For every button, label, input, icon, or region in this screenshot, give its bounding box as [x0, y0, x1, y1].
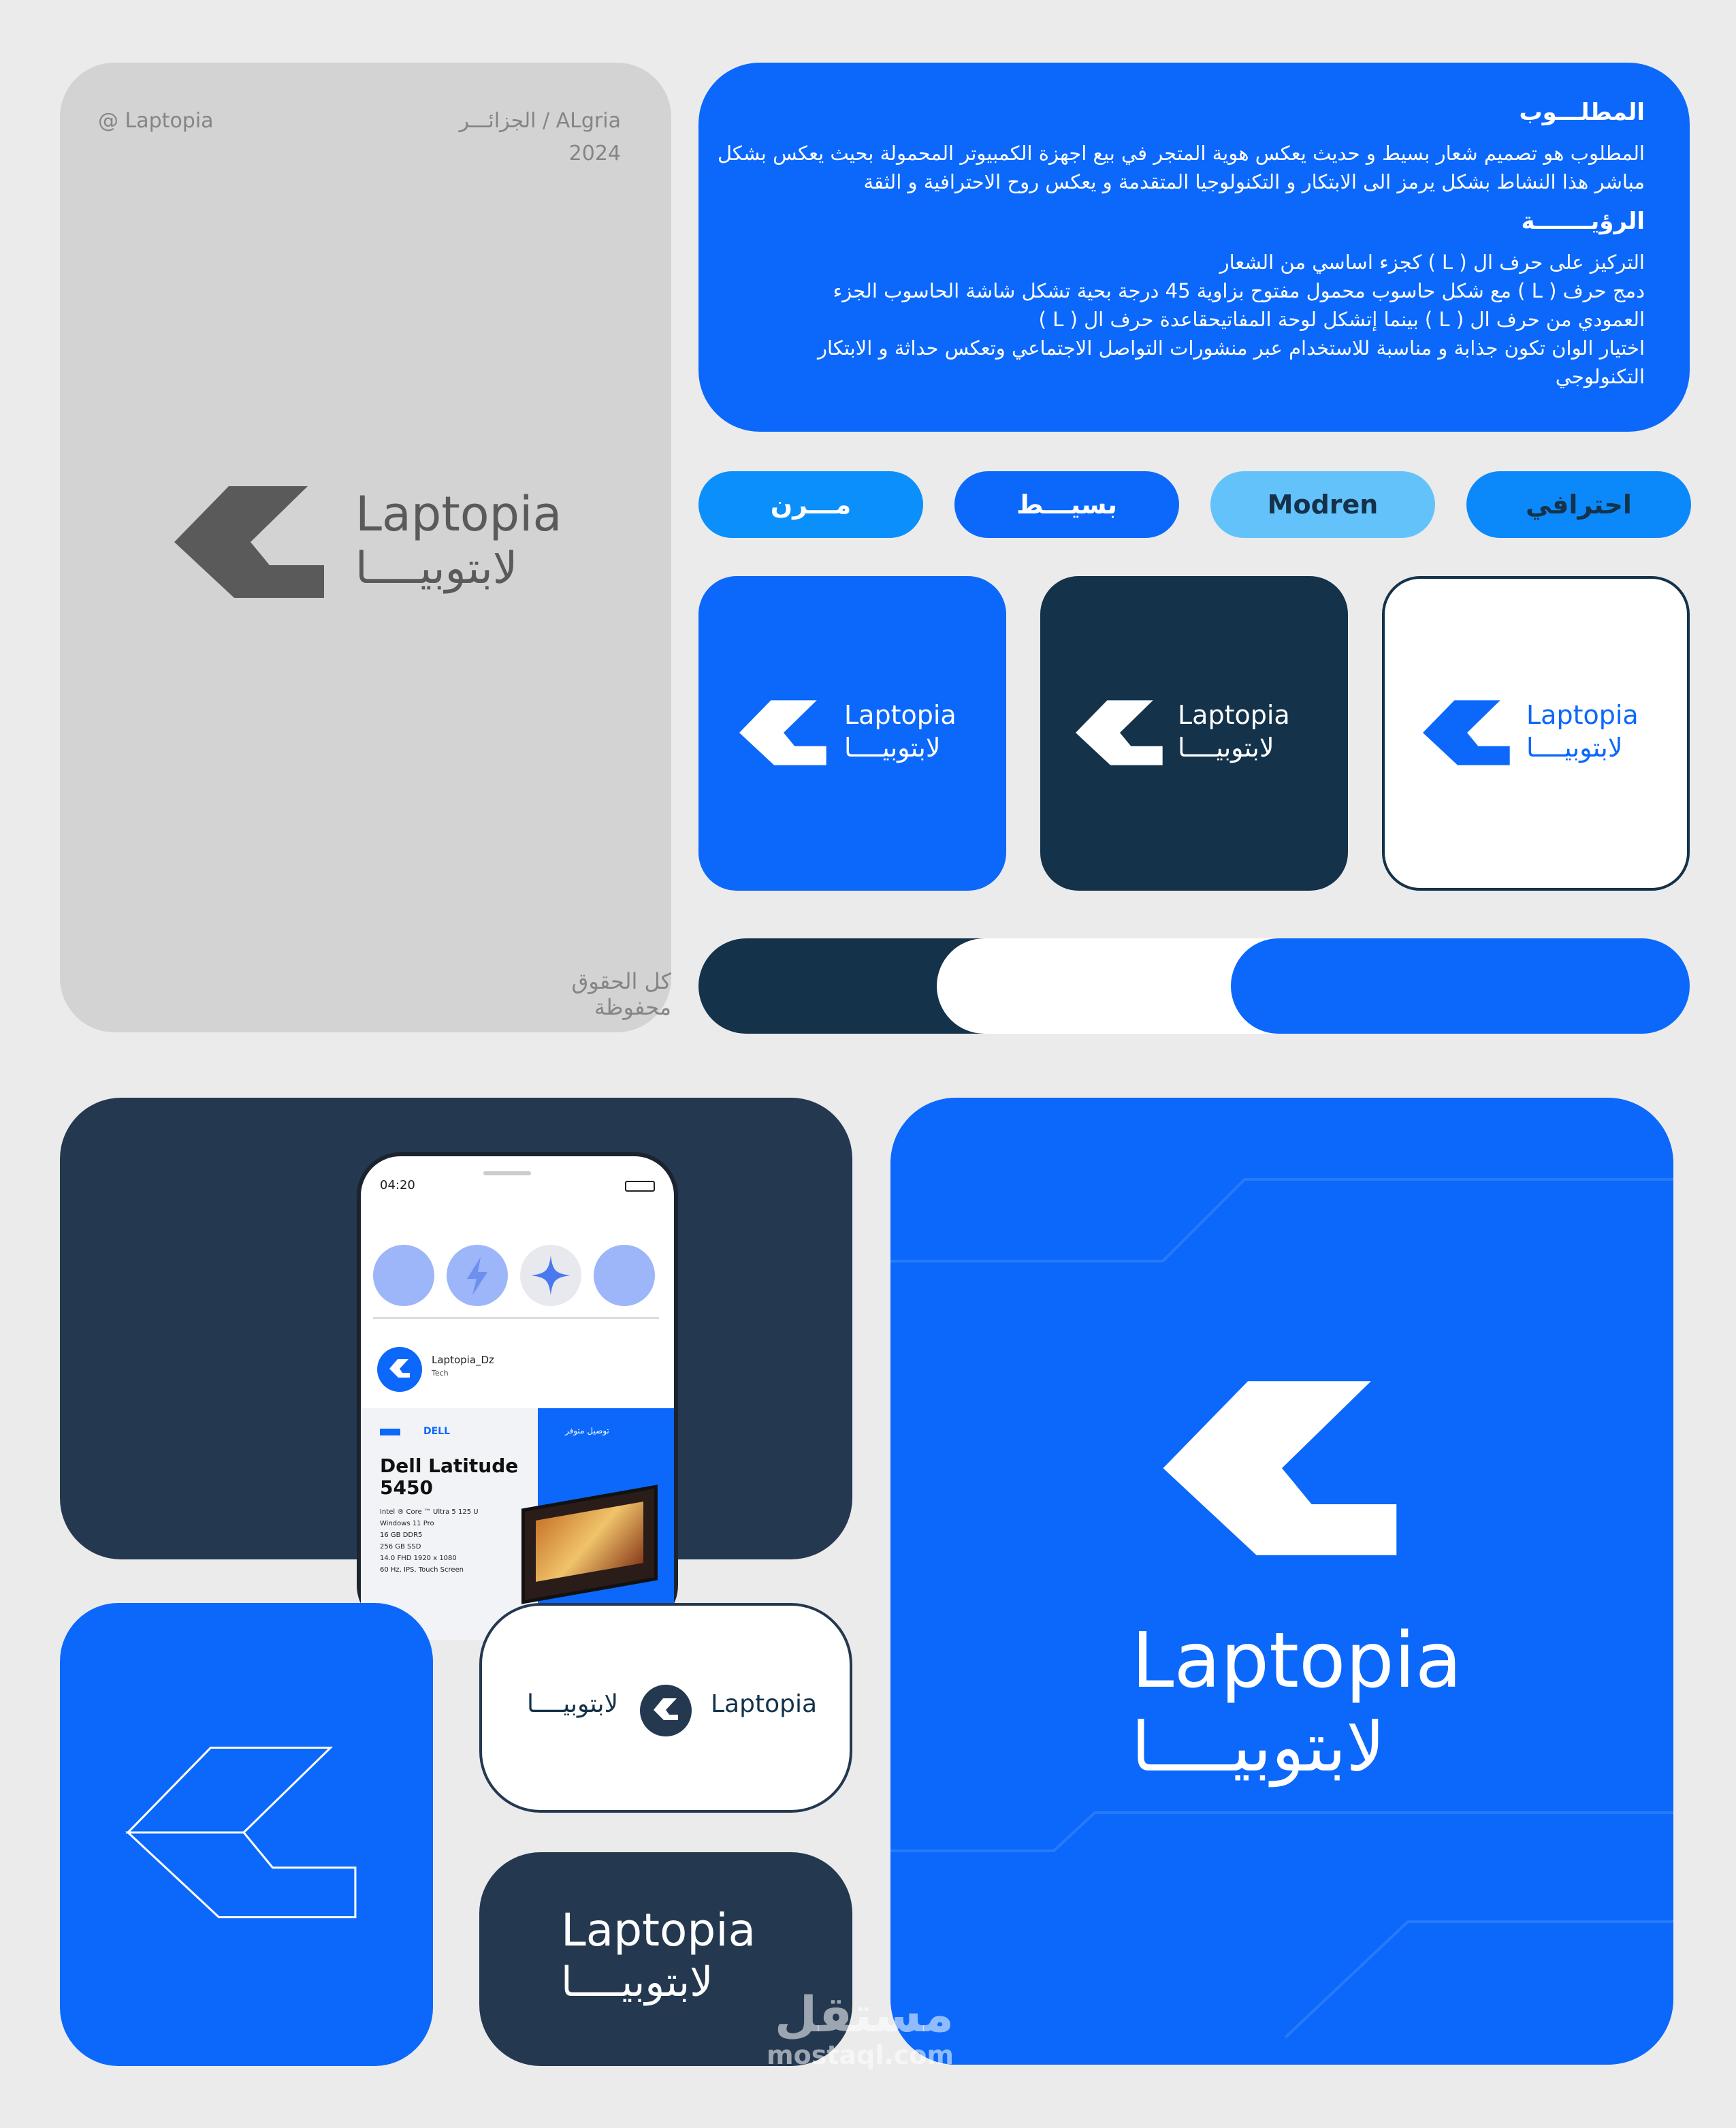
logo-mark-icon	[1076, 699, 1164, 767]
wordmark-ar: لابتوبيــــا	[561, 1958, 713, 2006]
story-avatar[interactable]	[594, 1245, 655, 1306]
account-subtitle: Tech	[432, 1369, 449, 1378]
post-badge: توصيل متوفر	[565, 1426, 609, 1435]
spec-line: 256 GB SSD	[380, 1543, 421, 1551]
brand-handle: @ Laptopia	[98, 109, 214, 133]
logo-mark-icon	[174, 483, 327, 601]
wordmark-en: Laptopia	[561, 1904, 756, 1956]
logo-mark-icon	[1163, 1377, 1401, 1559]
brief-card	[698, 63, 1690, 432]
vision-text-5: التكنولوجي	[1555, 365, 1645, 388]
vision-text-2: دمج حرف ( L ) مع شكل حاسوب محمول مفتوح بزاوية 45 درجة بحية تشكل شاشة الحاسوب الجزء	[833, 279, 1645, 302]
brand-name-ar: لابتوبيــــا	[355, 543, 518, 594]
horizontal-name-en: Laptopia	[711, 1690, 818, 1718]
phone-mockup	[357, 1152, 678, 1629]
vision-text-4: اختيار الوان تكون جذابة و مناسبة للاستخدام عبر منشورات التواصل الاجتماعي وتعكس حداثة و الابتكار	[818, 336, 1645, 360]
watermark	[767, 1988, 954, 2070]
spec-line: Windows 11 Pro	[380, 1520, 434, 1527]
background-pattern	[890, 1098, 1673, 2065]
logo-tile-white	[1382, 576, 1690, 891]
hero-name-ar: لابتوبيــــا	[1131, 1707, 1385, 1787]
social-mockup-card	[60, 1098, 852, 1574]
spec-line: Intel ® Core ™ Ultra 5 125 U	[380, 1508, 479, 1516]
bolt-icon	[447, 1245, 508, 1306]
brand-year: 2024	[568, 142, 621, 165]
value-pill-professional: احترافي	[1466, 471, 1691, 538]
brand-location: ALgria / الجزائـــر	[459, 109, 621, 133]
required-text-2: مباشر هذا النشاط بشكل يرمز الى الابتكار و التكنولوجيا المتقدمة و يعكس روح الاحترافية و الثقة	[863, 170, 1645, 193]
watermark-ar: مستقل	[774, 1986, 954, 2043]
tile-name-en: Laptopia	[844, 700, 957, 730]
tile-name-ar: لابتوبيــــا	[1178, 733, 1274, 763]
value-pill-simple: بسيـــط	[954, 471, 1179, 538]
vision-text-3: العمودي من حرف ال ( L ) بينما إتشكل لوحة المفاتيحقاعدة حرف ال ( L )	[1038, 308, 1645, 331]
logo-mark-icon	[739, 699, 828, 767]
tile-name-en: Laptopia	[1526, 700, 1639, 730]
hero-logo-card	[890, 1098, 1673, 2065]
value-pill-flexible: مـــرن	[698, 471, 923, 538]
phone-speaker	[483, 1171, 531, 1175]
story-avatar[interactable]	[520, 1245, 581, 1306]
account-avatar[interactable]	[377, 1347, 422, 1392]
battery-icon	[625, 1181, 655, 1192]
horizontal-name-ar: لابتوبيــــا	[527, 1690, 619, 1718]
logo-tile-navy	[1040, 576, 1348, 891]
post-specs	[380, 1506, 479, 1576]
logo-tile-blue	[698, 576, 1006, 891]
spec-line: 60 Hz, IPS, Touch Screen	[380, 1566, 464, 1574]
logo-outline-icon	[128, 1743, 359, 1922]
spec-line: 16 GB DDR5	[380, 1531, 423, 1539]
phone-time: 04:20	[380, 1178, 415, 1192]
logo-badge-icon	[640, 1685, 692, 1736]
post-brand: DELL	[423, 1426, 451, 1437]
vision-text-1: التركيز على حرف ال ( L ) كجزء اساسي من الشعار	[1219, 251, 1645, 274]
horizontal-logo-card	[479, 1603, 852, 1813]
watermark-en: mostaql.com	[767, 2040, 954, 2070]
story-avatar[interactable]	[373, 1245, 434, 1306]
logo-mark-icon	[1423, 699, 1511, 767]
post-title-line1: Dell Latitude	[380, 1455, 519, 1477]
spec-line: 14.0 FHD 1920 x 1080	[380, 1555, 457, 1562]
divider	[373, 1317, 659, 1319]
logo-mark-icon	[377, 1347, 422, 1392]
story-avatar[interactable]	[447, 1245, 508, 1306]
tile-name-en: Laptopia	[1178, 700, 1290, 730]
brand-card	[60, 63, 671, 1032]
rights-text: كل الحقوق محفوظة	[571, 968, 671, 1020]
outline-logo-card	[60, 1603, 433, 2066]
tile-name-ar: لابتوبيــــا	[1526, 733, 1623, 763]
brand-name-en: Laptopia	[355, 486, 562, 542]
post-title-line2: 5450	[380, 1476, 433, 1499]
required-text-1: المطلوب هو تصميم شعار بسيط و حديث يعكس هوية المتجر في بيع اجهزة الكمبيوتر المحمولة بحيث يعكس بشكل	[717, 142, 1645, 165]
hero-name-en: Laptopia	[1131, 1617, 1462, 1705]
tile-name-ar: لابتوبيــــا	[844, 733, 941, 763]
vision-title: الرؤيـــــــة	[1521, 208, 1645, 235]
value-pill-modern: Modren	[1210, 471, 1435, 538]
palette-blue	[1231, 938, 1690, 1034]
account-name[interactable]: Laptopia_Dz	[432, 1354, 494, 1366]
required-title: المطلـــوب	[1519, 99, 1645, 126]
sparkle-icon	[520, 1245, 581, 1306]
logo-mark-icon	[380, 1429, 400, 1435]
